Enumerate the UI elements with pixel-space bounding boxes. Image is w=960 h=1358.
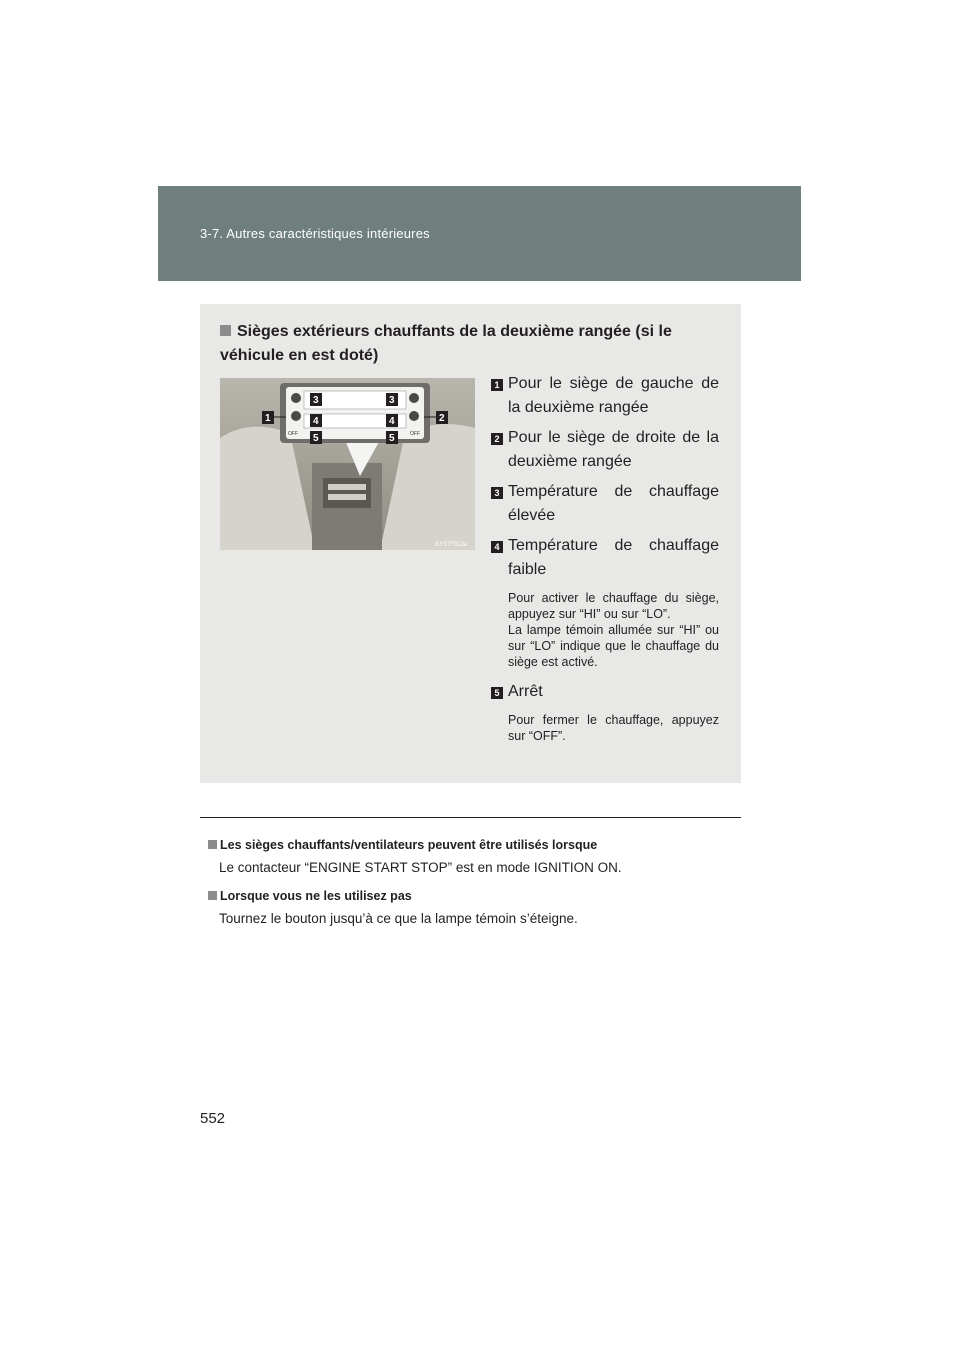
item-label: Pour le siège de gauche de la deuxième rangée (508, 375, 719, 416)
item-number-badge: 2 (491, 433, 503, 445)
item-note: Pour fermer le chauffage, appuyez sur “OFF”. (508, 713, 719, 743)
photo-illustration (220, 378, 475, 550)
svg-text:OFF: OFF (288, 431, 298, 437)
photo-badge-5a (310, 431, 322, 444)
note-text: Le contacteur “ENGINE START STOP” est en mode IGNITION ON. (219, 860, 622, 875)
list-item (491, 680, 719, 744)
divider-rule (200, 817, 741, 818)
note-title (208, 836, 748, 854)
svg-text:5: 5 (313, 433, 319, 444)
note-text: Tournez le bouton jusqu’à ce que la lampe témoin s’éteigne. (219, 911, 578, 926)
svg-text:3: 3 (313, 395, 319, 406)
note-title-text: Lorsque vous ne les utilisez pas (220, 889, 412, 903)
item-number-badge: 1 (491, 379, 503, 391)
box-heading (220, 320, 730, 368)
seat-heater-photo (220, 378, 475, 550)
svg-text:3: 3 (389, 395, 395, 406)
list-item (491, 480, 719, 528)
svg-text:OFF: OFF (410, 431, 420, 437)
item-label: Pour le siège de droite de la deuxième rangée (508, 429, 719, 470)
svg-text:4: 4 (313, 416, 319, 427)
item-note: Pour activer le chauffage du siège, appuyez sur “HI” ou sur “LO”. La lampe témoin allumée sur “HI” ou sur “LO” indique que le chauffage du siège est activé. (508, 591, 719, 669)
note-title (208, 887, 748, 905)
list-item (491, 534, 719, 670)
item-number-badge: 3 (491, 487, 503, 499)
square-bullet-icon (220, 325, 231, 336)
square-bullet-icon (208, 840, 217, 849)
item-number-badge: 4 (491, 541, 503, 553)
svg-text:5: 5 (389, 433, 395, 444)
list-item (491, 426, 719, 474)
photo-badge-1 (262, 411, 274, 424)
svg-text:4: 4 (389, 416, 395, 427)
section-title: 3-7. Autres caractéristiques intérieures (200, 226, 430, 241)
photo-badge-2 (436, 411, 448, 424)
notes-section (208, 836, 748, 938)
photo-badge-5b (386, 431, 398, 444)
svg-text:2: 2 (439, 413, 445, 424)
item-label: Température de chauffage faible (508, 537, 719, 578)
photo-badge-4b (386, 414, 398, 427)
page-number: 552 (200, 1110, 226, 1127)
image-code: ILY37F012a (435, 542, 468, 548)
item-label: Température de chauffage élevée (508, 483, 719, 524)
svg-text:1: 1 (265, 413, 271, 424)
note-title-text: Les sièges chauffants/ventilateurs peuvent être utilisés lorsque (220, 838, 598, 852)
box-heading-text: Sièges extérieurs chauffants de la deuxième rangée (si le véhicule en est doté) (220, 323, 672, 364)
item-list (491, 372, 719, 744)
item-number-badge: 5 (491, 687, 503, 699)
square-bullet-icon (208, 891, 217, 900)
item-label: Arrêt (508, 683, 543, 700)
photo-badge-3a (310, 393, 322, 406)
photo-badge-3b (386, 393, 398, 406)
photo-badge-4a (310, 414, 322, 427)
list-item (491, 372, 719, 420)
